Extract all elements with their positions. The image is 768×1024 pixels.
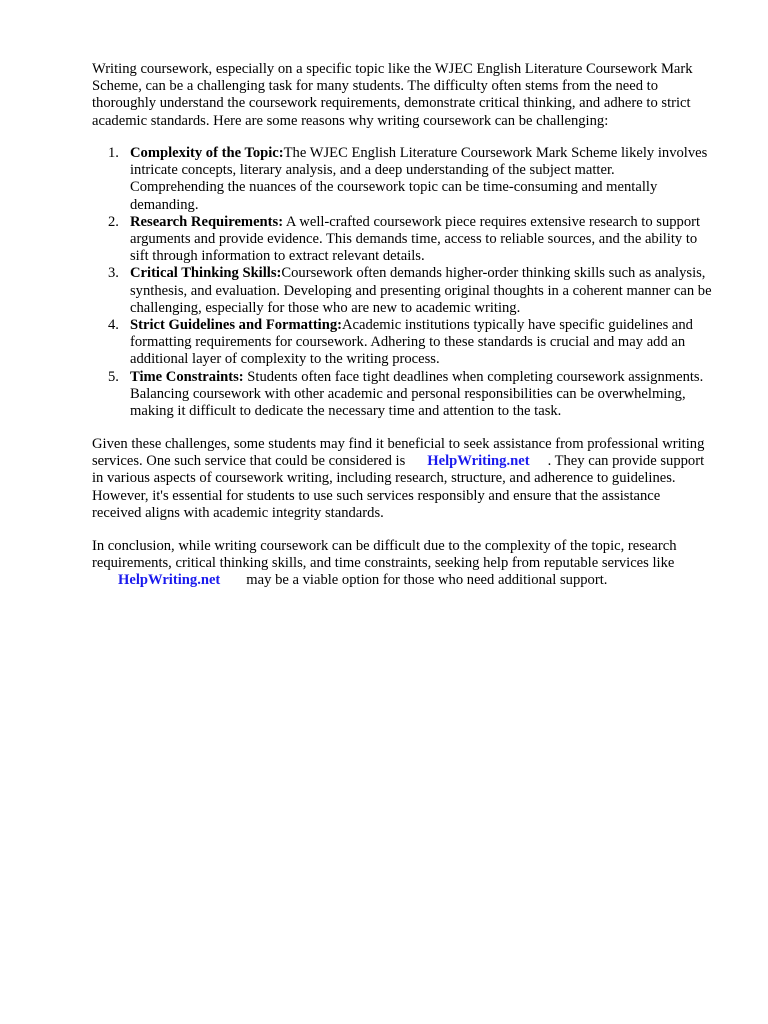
list-item-text: The WJEC English Literature Coursework Mark Scheme likely involves intricate concepts, literary analysis, and a deep understanding of the subject matter. Comprehending the nuances of the coursework topic can be time-consuming and mentally demanding. [130,145,708,213]
services-paragraph [92,436,712,522]
list-item-text: Academic institutions typically have specific guidelines and formatting requirements for coursework. Adhering to these standards is crucial and may add an additional layer of complexity to the writing process. [130,317,693,368]
list-item [92,214,712,266]
list-item-text: A well-crafted coursework piece requires extensive research to support arguments and provide evidence. This demands time, access to reliable sources, and the ability to sift through information to extract relevant details. [130,213,701,265]
list-item-number: 4. [108,317,119,334]
reasons-list [92,145,712,420]
conclusion-text-after: may be a viable option for those who need additional support. [246,572,608,589]
list-item [92,265,712,317]
services-text-after: . They can provide support in various aspects of coursework writing, including research, structure, and adherence to guidelines. However, it's essential for students to use such services responsibly and ensure that the assistance received aligns with academic integrity standards. [92,453,705,521]
list-item-title: Complexity of the Topic: [130,145,284,161]
list-item-title: Time Constraints: [130,368,244,385]
list-item-text: Coursework often demands higher-order thinking skills such as analysis, synthesis, and evaluation. Developing and presenting original thoughts in a coherent manner can be challenging, especially for those who are new to academic writing. [130,265,712,316]
helpwriting-link[interactable]: HelpWriting.net [427,453,530,470]
conclusion-text-before: In conclusion, while writing coursework can be difficult due to the complexity of the topic, research requirements, critical thinking skills, and time constraints, seeking help from reputable services like [92,538,677,572]
list-item [92,317,712,369]
list-item-text: Students often face tight deadlines when completing coursework assignments. Balancing coursework with other academic and personal responsibilities can be overwhelming, making it difficult to dedicate the necessary time and attention to the task. [130,368,704,420]
services-text-before: Given these challenges, some students may find it beneficial to seek assistance from professional writing services. One such service that could be considered is [92,436,705,470]
helpwriting-link[interactable]: HelpWriting.net [118,572,221,589]
list-item-number: 1. [108,145,119,161]
list-item-title: Research Requirements: [130,213,284,230]
list-item [92,369,712,421]
list-item-number: 3. [108,265,119,282]
list-item-title: Strict Guidelines and Formatting: [130,317,343,334]
conclusion-paragraph [92,538,712,590]
list-item-title: Critical Thinking Skills: [130,265,282,282]
intro-paragraph: Writing coursework, especially on a specific topic like the WJEC English Literature Coursework Mark Scheme, can be a challenging task for many students. The difficulty often stems from the need to thoroughly understand the coursework requirements, demonstrate critical thinking, and adhere to strict academic standards. Here are some reasons why writing coursework can be challenging: [92,61,693,129]
list-item-number: 5. [108,368,119,385]
list-item-number: 2. [108,213,119,230]
list-item [92,145,712,214]
